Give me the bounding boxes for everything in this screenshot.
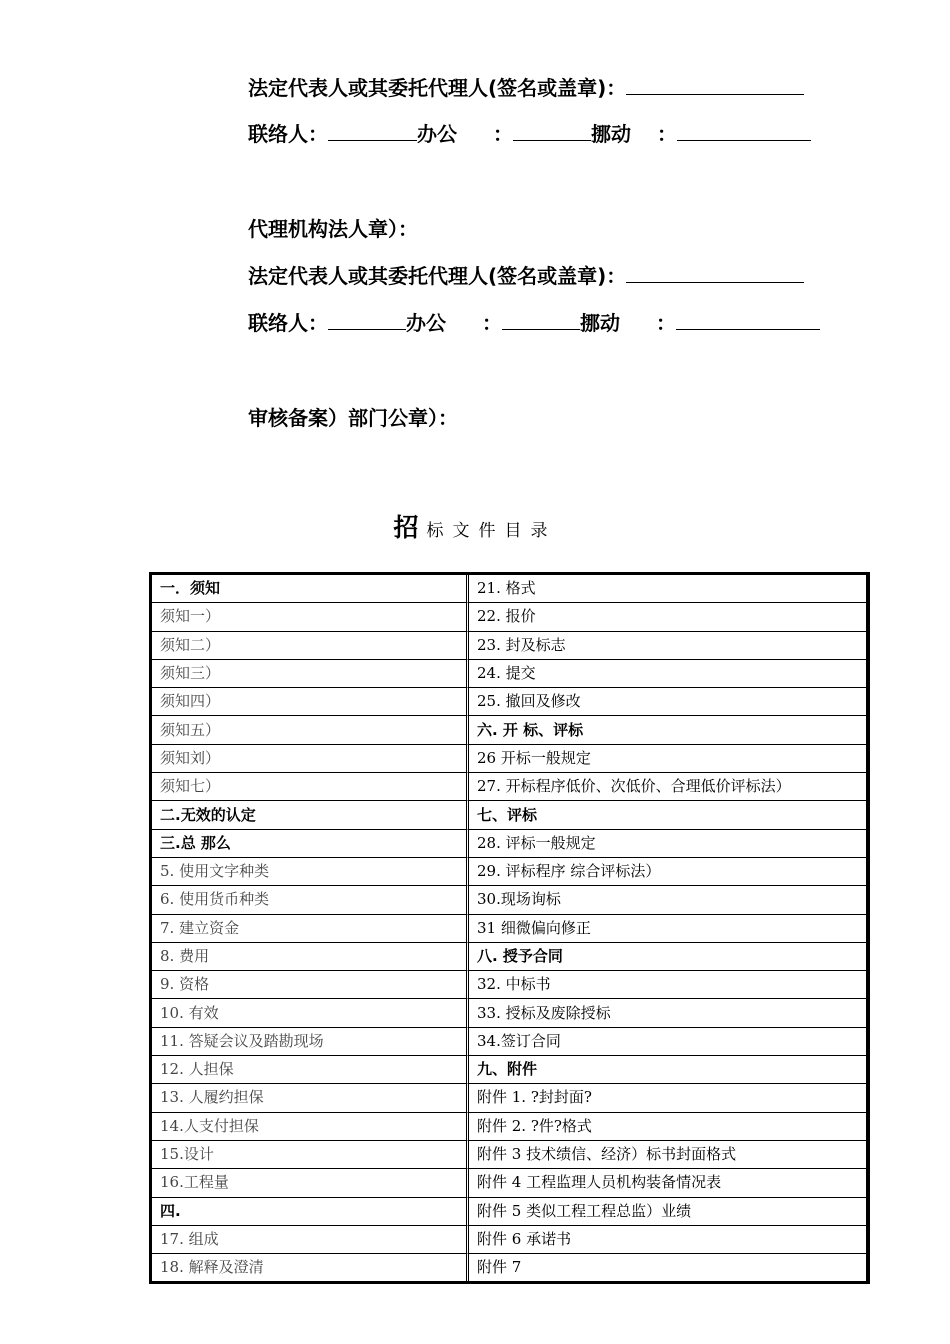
toc-row (152, 858, 867, 886)
toc-row (152, 999, 867, 1027)
toc-right-cell: 附件 3 技术绩信、经济）标书封面格式 (469, 1141, 867, 1169)
agency-representative-blank[interactable] (626, 264, 804, 283)
toc-left-cell: 须知二） (152, 632, 469, 660)
toc-row (152, 971, 867, 999)
toc-left-cell: 须知三） (152, 660, 469, 688)
toc-right-cell: 附件 4 工程监理人员机构装备情况表 (469, 1169, 867, 1197)
toc-right-cell: 31 细微偏向修正 (469, 915, 867, 943)
toc-table (149, 572, 870, 1284)
toc-row (152, 688, 867, 716)
toc-right-cell: 26 开标一般规定 (469, 745, 867, 773)
toc-left-cell: 须知刘） (152, 745, 469, 773)
bidder-contact-line (248, 122, 811, 146)
agency-mobile-label: 挪动 (580, 311, 620, 335)
toc-right-cell: 23. 封及标志 (469, 632, 867, 660)
agency-office-label: 办公 (406, 311, 446, 335)
toc-right-cell: 附件 5 类似工程工程总监）业绩 (469, 1198, 867, 1226)
toc-right-cell: 24. 提交 (469, 660, 867, 688)
bidder-mobile-blank[interactable] (677, 122, 811, 141)
toc-row (152, 660, 867, 688)
toc-left-cell: 须知七） (152, 773, 469, 801)
document-title (0, 508, 950, 544)
bidder-mobile-label: 挪动 (591, 122, 631, 146)
bidder-contact-label: 联络人： (248, 122, 328, 146)
toc-row (152, 1028, 867, 1056)
toc-row (152, 801, 867, 829)
toc-right-cell: 九、附件 (469, 1056, 867, 1084)
toc-right-cell: 28. 评标一般规定 (469, 830, 867, 858)
toc-row (152, 830, 867, 858)
toc-right-cell: 七、评标 (469, 801, 867, 829)
agency-representative-line (248, 264, 804, 288)
toc-row (152, 716, 867, 744)
toc-row (152, 1254, 867, 1281)
toc-left-cell: 二.无效的认定 (152, 801, 469, 829)
agency-representative-label: 法定代表人或其委托代理人(签名或盖章)： (248, 264, 627, 288)
toc-left-cell: 7. 建立资金 (152, 915, 469, 943)
toc-row (152, 773, 867, 801)
toc-row (152, 1084, 867, 1112)
toc-right-cell: 附件 6 承诺书 (469, 1226, 867, 1254)
toc-row (152, 1113, 867, 1141)
toc-left-cell: 15.设计 (152, 1141, 469, 1169)
toc-row (152, 1056, 867, 1084)
toc-left-cell: 9. 资格 (152, 971, 469, 999)
bidder-office-colon: ： (493, 122, 513, 146)
agency-contact-label: 联络人： (248, 311, 328, 335)
toc-left-cell: 须知五） (152, 716, 469, 744)
toc-left-cell: 11. 答疑会议及踏勘现场 (152, 1028, 469, 1056)
toc-left-cell: 8. 费用 (152, 943, 469, 971)
toc-left-cell: 13. 人履约担保 (152, 1084, 469, 1112)
toc-left-cell: 14.人支付担保 (152, 1113, 469, 1141)
toc-right-cell: 27. 开标程序低价、次低价、合理低价评标法） (469, 773, 867, 801)
toc-left-cell: 6. 使用货币种类 (152, 886, 469, 914)
bidder-representative-blank[interactable] (626, 76, 804, 95)
agency-seal-label: 代理机构法人章）： (248, 217, 418, 241)
toc-left-cell: 须知四） (152, 688, 469, 716)
review-seal-line (248, 406, 458, 430)
toc-row (152, 1226, 867, 1254)
toc-row (152, 1198, 867, 1226)
toc-body (152, 575, 867, 1281)
toc-left-cell: 17. 组成 (152, 1226, 469, 1254)
agency-contact-line (248, 311, 820, 335)
toc-row (152, 632, 867, 660)
agency-contact-blank[interactable] (328, 311, 406, 330)
toc-right-cell: 32. 中标书 (469, 971, 867, 999)
toc-left-cell: 须知一） (152, 603, 469, 631)
toc-left-cell: 16.工程量 (152, 1169, 469, 1197)
toc-right-cell: 22. 报价 (469, 603, 867, 631)
toc-row (152, 1141, 867, 1169)
document-title-first-char: 招 (393, 513, 419, 542)
bidder-representative-line (248, 76, 804, 100)
bidder-mobile-colon: ： (657, 122, 677, 146)
toc-left-cell: 一．须知 (152, 575, 469, 603)
toc-row (152, 943, 867, 971)
bidder-representative-label: 法定代表人或其委托代理人(签名或盖章)： (248, 76, 627, 100)
toc-left-cell: 18. 解释及澄清 (152, 1254, 469, 1281)
toc-left-cell: 5. 使用文字种类 (152, 858, 469, 886)
agency-office-blank[interactable] (502, 311, 580, 330)
toc-left-cell: 10. 有效 (152, 999, 469, 1027)
toc-right-cell: 六. 开 标、评标 (469, 716, 867, 744)
agency-seal-line (248, 217, 418, 241)
toc-row (152, 603, 867, 631)
toc-right-cell: 33. 授标及废除授标 (469, 999, 867, 1027)
bidder-office-label: 办公 (417, 122, 457, 146)
toc-left-cell: 三.总 那么 (152, 830, 469, 858)
toc-right-cell: 附件 1. ?封封面? (469, 1084, 867, 1112)
toc-row (152, 915, 867, 943)
toc-left-cell: 四. (152, 1198, 469, 1226)
toc-row (152, 575, 867, 603)
bidder-contact-blank[interactable] (328, 122, 417, 141)
review-seal-label: 审核备案）部门公章）： (248, 406, 458, 430)
bidder-office-blank[interactable] (513, 122, 591, 141)
toc-row (152, 745, 867, 773)
toc-right-cell: 21. 格式 (469, 575, 867, 603)
toc-right-cell: 25. 撤回及修改 (469, 688, 867, 716)
agency-office-colon: ： (482, 311, 502, 335)
toc-right-cell: 34.签订合同 (469, 1028, 867, 1056)
toc-right-cell: 附件 7 (469, 1254, 867, 1281)
toc-left-cell: 12. 人担保 (152, 1056, 469, 1084)
document-title-rest: 标文件目录 (426, 521, 557, 541)
toc-row (152, 886, 867, 914)
toc-right-cell: 附件 2. ?件?格式 (469, 1113, 867, 1141)
agency-mobile-blank[interactable] (676, 311, 820, 330)
agency-mobile-colon: ： (656, 311, 676, 335)
toc-right-cell: 八. 授予合同 (469, 943, 867, 971)
toc-right-cell: 30.现场询标 (469, 886, 867, 914)
toc-row (152, 1169, 867, 1197)
toc-right-cell: 29. 评标程序 综合评标法） (469, 858, 867, 886)
